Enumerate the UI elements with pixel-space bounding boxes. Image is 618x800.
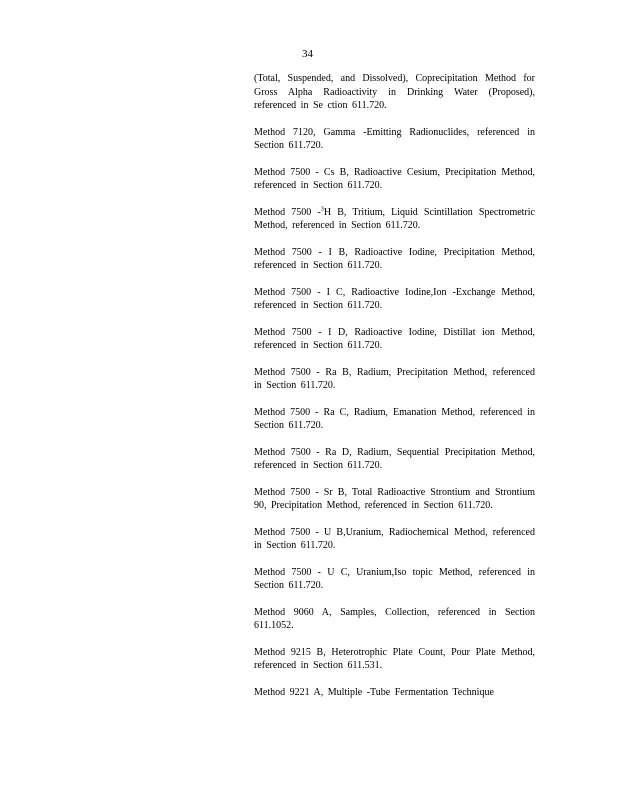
reference-entry bbox=[254, 286, 535, 313]
reference-text: Method 7500 - U B,Uranium, Radiochemical Method, referenced in Section 611.720. bbox=[254, 526, 535, 551]
reference-entry bbox=[254, 446, 535, 473]
superscript: 3 bbox=[320, 205, 324, 213]
reference-text: Method 7500 - Sr B, Total Radioactive Strontium and Strontium 90, Precipitation Method, referenced in Section 611.720. bbox=[254, 486, 535, 511]
reference-entry bbox=[254, 566, 535, 593]
reference-text: Method 7500 - U C, Uranium,Iso topic Method, referenced in Section 611.720. bbox=[254, 566, 535, 591]
reference-text-prefix: Method 7500 - bbox=[254, 206, 321, 218]
reference-text: Method 7500 - I D, Radioactive Iodine, Distillat ion Method, referenced in Section 611.720. bbox=[254, 326, 535, 351]
reference-entry bbox=[254, 526, 535, 553]
reference-entry bbox=[254, 606, 535, 633]
reference-entry bbox=[254, 246, 535, 273]
reference-text: (Total, Suspended, and Dissolved), Coprecipitation Method for Gross Alpha Radioactivity in Drinking Water (Proposed), referenced in Se ction 611.720. bbox=[254, 73, 535, 111]
reference-entry bbox=[254, 686, 535, 700]
reference-entry bbox=[254, 166, 535, 193]
reference-text: H B, Tritium, Liquid Scintillation Spectrometric Method, referenced in Section 611.720. bbox=[254, 206, 535, 231]
reference-text: Method 7500 - I C, Radioactive Iodine,Ion -Exchange Method, referenced in Section 611.720. bbox=[254, 286, 535, 311]
page-number: 34 bbox=[302, 48, 313, 60]
reference-entry bbox=[254, 366, 535, 393]
reference-text: Method 7500 - Cs B, Radioactive Cesium, Precipitation Method, referenced in Section 611.720. bbox=[254, 166, 535, 191]
reference-entry bbox=[254, 326, 535, 353]
reference-text: Method 7500 - I B, Radioactive Iodine, Precipitation Method, referenced in Section 611.720. bbox=[254, 246, 535, 271]
reference-text: Method 7500 - Ra C, Radium, Emanation Method, referenced in Section 611.720. bbox=[254, 406, 535, 431]
reference-text: Method 9060 A, Samples, Collection, referenced in Section 611.1052. bbox=[254, 606, 535, 631]
reference-text: Method 7500 - Ra D, Radium, Sequential Precipitation Method, referenced in Section 611.720. bbox=[254, 446, 535, 471]
reference-entry bbox=[254, 126, 535, 153]
reference-text: Method 7120, Gamma -Emitting Radionuclides, referenced in Section 611.720. bbox=[254, 126, 535, 151]
reference-text: Method 9215 B, Heterotrophic Plate Count, Pour Plate Method, referenced in Section 611.531. bbox=[254, 646, 535, 671]
reference-entry bbox=[254, 486, 535, 513]
reference-entry bbox=[254, 72, 535, 113]
reference-entry bbox=[254, 206, 535, 233]
reference-list bbox=[254, 72, 535, 699]
reference-entry bbox=[254, 646, 535, 673]
reference-text: Method 7500 - Ra B, Radium, Precipitation Method, referenced in Section 611.720. bbox=[254, 366, 535, 391]
reference-text: Method 9221 A, Multiple -Tube Fermentation Technique bbox=[254, 686, 494, 698]
reference-entry bbox=[254, 406, 535, 433]
